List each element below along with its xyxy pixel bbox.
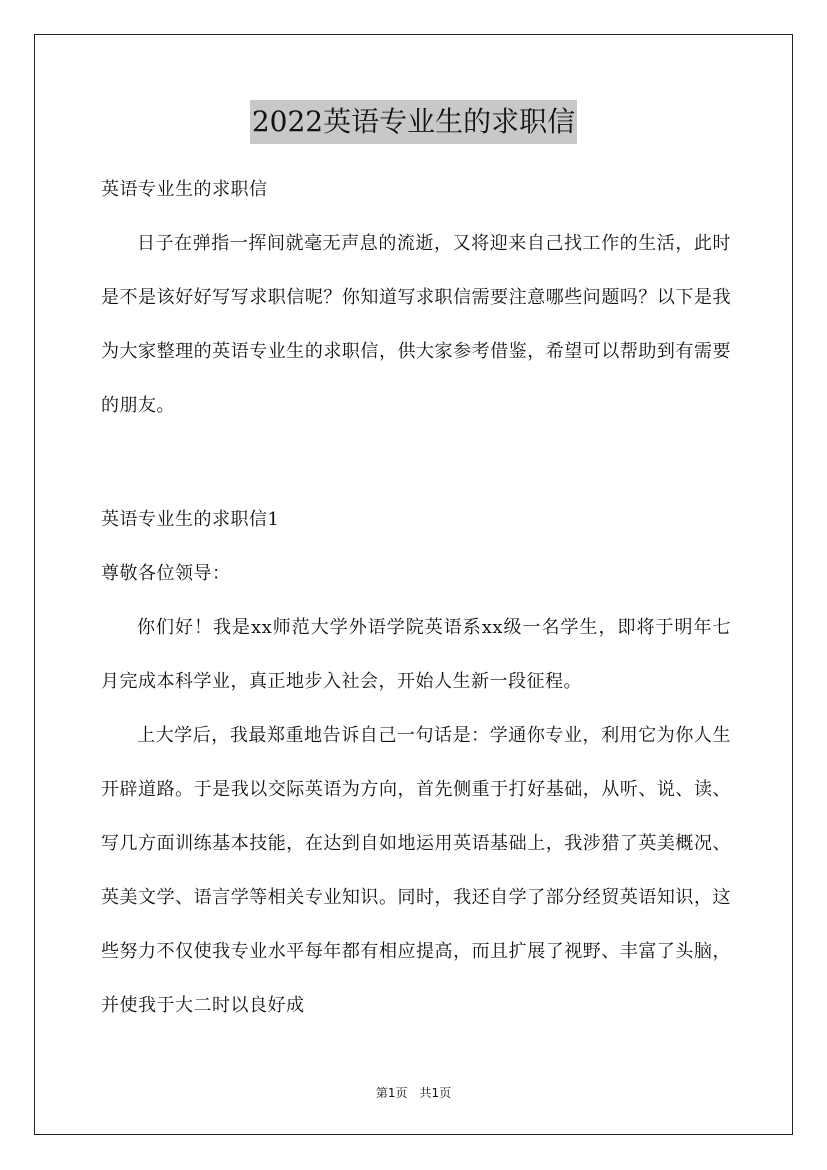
page-footer: 第1页 共1页: [375, 1086, 452, 1100]
document-title: [0, 100, 827, 144]
document-title-text: 2022英语专业生的求职信: [250, 100, 577, 144]
body-paragraph-1: 你们好！我是xx师范大学外语学院英语系xx级一名学生，即将于明年七月完成本科学业，真正地步入社会，开始人生新一段征程。: [101, 617, 731, 692]
subtitle: 英语专业生的求职信: [101, 179, 268, 200]
body-paragraph-2: 上大学后，我最郑重地告诉自己一句话是：学通你专业，利用它为你人生开辟道路。于是我以交际英语为方向，首先侧重于打好基础，从听、说、读、写几方面训练基本技能，在达到自如地运用英语基础上，我涉猎了英美概况、英美文学、语言学等相关专业知识。同时，我还自学了部分经贸英语知识，这些努力不仅使我专业水平每年都有相应提高，而且扩展了视野、丰富了头脑，并使我于大二时以良好成: [101, 725, 731, 1016]
letter-body: [101, 493, 731, 1033]
document-body: [101, 163, 731, 433]
intro-paragraph: 日子在弹指一挥间就毫无声息的流逝，又将迎来自己找工作的生活，此时是不是该好好写写求职信呢？你知道写求职信需要注意哪些问题吗？以下是我为大家整理的英语专业生的求职信，供大家参考借鉴，希望可以帮助到有需要的朋友。: [101, 233, 731, 416]
salutation: 尊敬各位领导：: [101, 563, 231, 584]
section-heading: 英语专业生的求职信1: [101, 509, 280, 530]
